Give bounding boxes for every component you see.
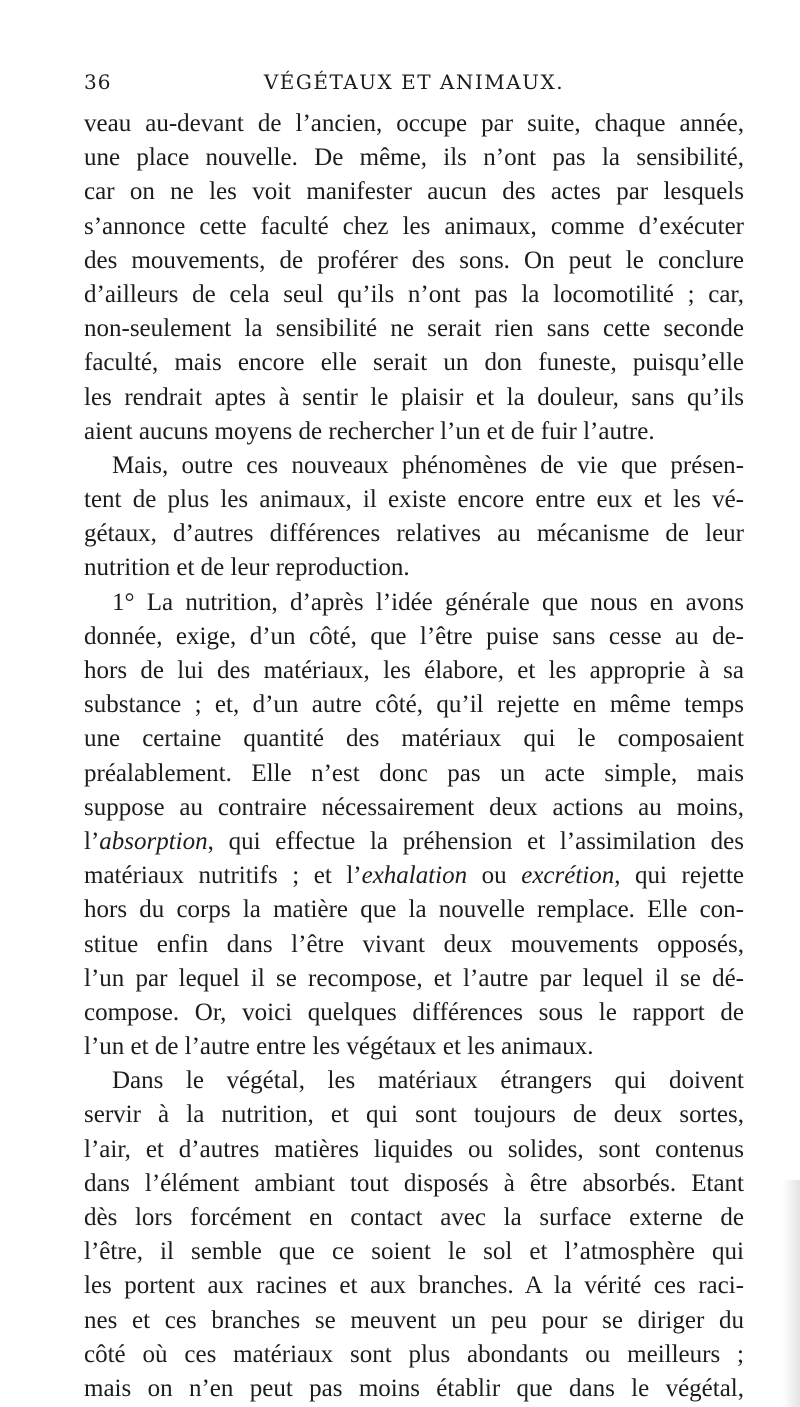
text-line: dans l’élément ambiant tout disposés à être absorbés. Etant [84, 1169, 744, 1197]
text-line: les portent aux racines et aux branches. A la vérité ces raci- [84, 1272, 744, 1300]
text-line: une certaine quantité des matériaux qui le composaient [84, 725, 744, 753]
text-line: d’ailleurs de cela seul qu’ils n’ont pas la locomotilité ; car, [84, 280, 744, 308]
text-line: l’un et de l’autre entre les végétaux et les animaux. [84, 1033, 594, 1061]
page-edge-shadow [782, 1180, 800, 1407]
line-fragment: , qui effectue la préhension et l’assimilation des [207, 827, 744, 855]
text-line: aient aucuns moyens de rechercher l’un et de fuir l’autre. [84, 417, 655, 445]
text-line: veau au-devant de l’ancien, occupe par suite, chaque année, [84, 110, 744, 137]
text-line: Dans le végétal, les matériaux étrangers qui doivent [112, 1067, 744, 1095]
text-line: nutrition et de leur reproduction. [84, 554, 410, 582]
text-line: nes et ces branches se meuvent un peu pour se diriger du [84, 1306, 744, 1334]
text-line: non-seulement la sensibilité ne serait rien sans cette seconde [84, 315, 744, 343]
text-line: hors du corps la matière que la nouvelle remplace. Elle con- [84, 896, 744, 924]
text-line: hors de lui des matériaux, les élabore, et les approprie à sa [84, 657, 744, 684]
text-line: préalablement. Elle n’est donc pas un acte simple, mais [84, 759, 744, 787]
running-title: VÉGÉTAUX ET ANIMAUX. [263, 70, 565, 94]
text-line: Mais, outre ces nouveaux phénomènes de vie que présen- [112, 451, 744, 479]
text-line: gétaux, d’autres différences relatives au mécanisme de leur [84, 520, 744, 548]
line-fragment: ou [467, 862, 522, 890]
page-number: 36 [84, 70, 112, 94]
text-line: stitue enfin dans l’être vivant deux mouvements opposés, [84, 930, 744, 958]
text-line: s’annonce cette faculté chez les animaux, comme d’exécuter [84, 212, 744, 240]
text-line: servir à la nutrition, et qui sont toujours de deux sortes, [84, 1101, 744, 1129]
line-fragment: , qui rejette [614, 862, 745, 890]
italic-term-absorption: absorption [99, 827, 208, 855]
text-line: substance ; et, d’un autre côté, qu’il rejette en même temps [84, 691, 744, 719]
text-line: faculté, mais encore elle serait un don funeste, puisqu’elle [84, 349, 744, 377]
text-line: une place nouvelle. De même, ils n’ont pas la sensibilité, [84, 144, 744, 172]
text-line: l’être, il semble que ce soient le sol et l’atmosphère qui [84, 1238, 744, 1266]
page-header [84, 70, 744, 96]
text-line: dès lors forcément en contact avec la surface externe de [84, 1204, 744, 1231]
text-line-exhalation [84, 859, 744, 893]
line-fragment: matériaux nutritifs ; et l’ [84, 862, 362, 890]
text-line: des mouvements, de proférer des sons. On peut le conclure [84, 246, 744, 274]
line-fragment: l’ [84, 827, 100, 855]
text-line: donnée, exige, d’un côté, que l’être puise sans cesse au de- [84, 622, 744, 650]
text-line: mais on n’en peut pas moins établir que dans le végétal, [84, 1374, 744, 1402]
text-line: côté où ces matériaux sont plus abondants ou meilleurs ; [84, 1340, 744, 1368]
text-line: suppose au contraire nécessairement deux actions au moins, [84, 793, 744, 821]
text-line: les rendrait aptes à sentir le plaisir et la douleur, sans qu’ils [84, 383, 744, 411]
text-line: car on ne les voit manifester aucun des actes par lesquels [84, 178, 744, 206]
italic-term-excretion: excrétion [521, 862, 615, 890]
text-line-absorption [84, 825, 744, 859]
text-line: l’un par lequel il se recompose, et l’autre par lequel il se dé- [84, 964, 744, 992]
text-line: 1° La nutrition, d’après l’idée générale que nous en avons [112, 588, 744, 616]
text-line: tent de plus les animaux, il existe encore entre eux et les vé- [84, 486, 744, 514]
body-text [84, 107, 744, 1406]
text-line: l’air, et d’autres matières liquides ou solides, sont contenus [84, 1135, 744, 1163]
text-line: compose. Or, voici quelques différences sous le rapport de [84, 998, 744, 1026]
italic-term-exhalation: exhalation [361, 862, 468, 890]
